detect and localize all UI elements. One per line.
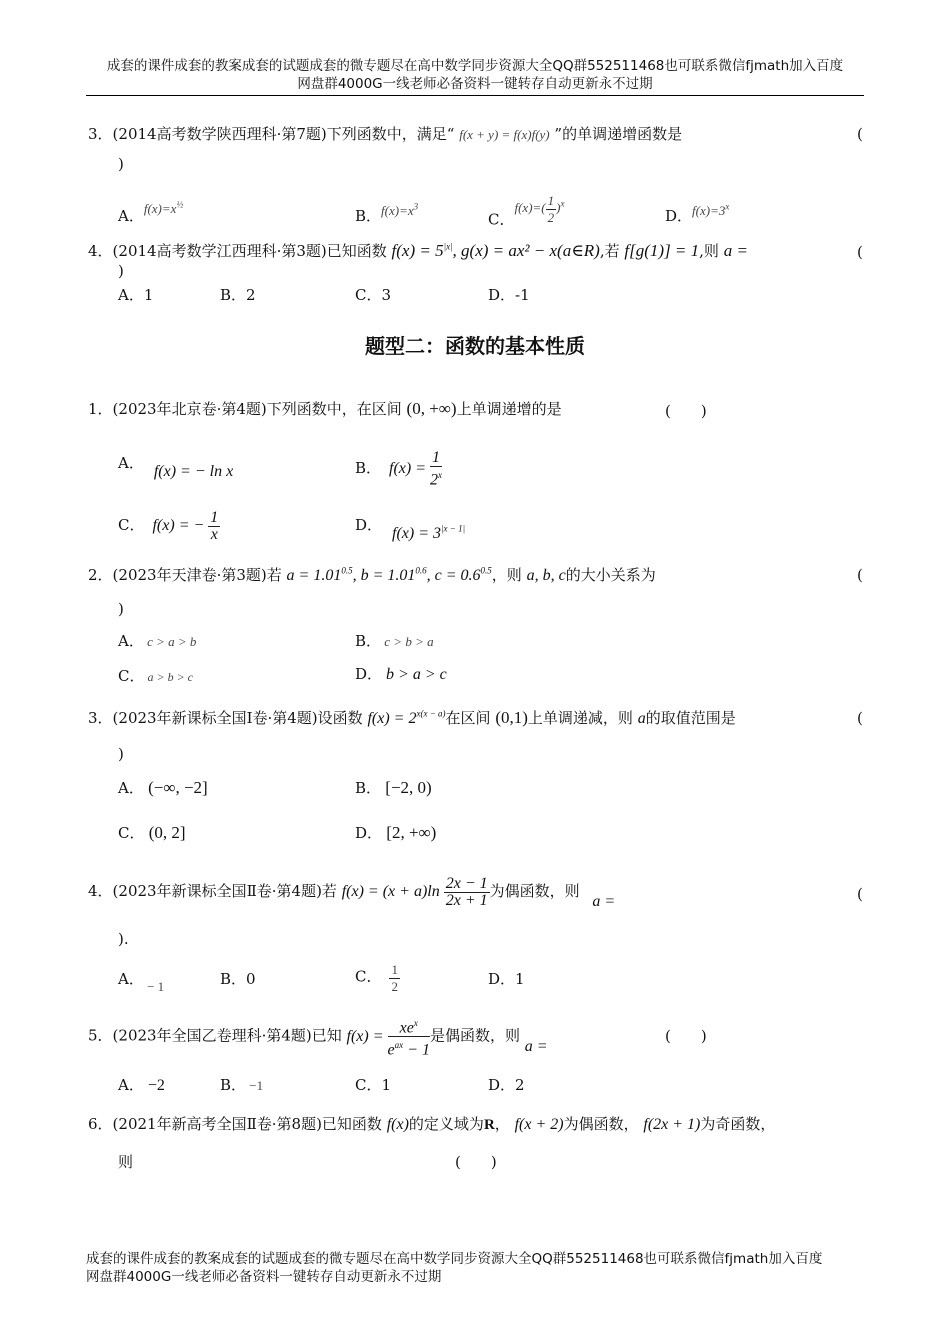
- answer-paren-open: (: [857, 125, 863, 143]
- option-p1-3-c[interactable]: C．f(x)=( $\frac{1}{2}$ )$^x$: [488, 193, 565, 229]
- answer-paren: ( ): [665, 402, 707, 420]
- option-p2-1-c[interactable]: C． f(x) = − $\frac{1}{x}$: [118, 509, 219, 543]
- option-p2-2-d[interactable]: D． b > a > c: [355, 665, 447, 683]
- option-p2-5-b[interactable]: B． −1: [220, 1076, 264, 1094]
- option-p1-4-c[interactable]: C．3: [355, 286, 392, 304]
- question-p2-3: 3．(2023年新课标全国Ⅰ卷·第4题)设函数 $f(x) = 2^{x(x - a)}$在区间 (0,1)上单调递减，则 a的取值范围是: [88, 708, 736, 727]
- answer-paren-close: ): [118, 745, 124, 763]
- option-p2-4-c[interactable]: C． $\frac{1}{2}$: [355, 962, 398, 994]
- option-p1-3-b[interactable]: B．$f(x)=x^3$: [355, 201, 419, 225]
- question-p2-5: 5．(2023年全国乙卷理科·第4题)已知 f(x) = $\frac{xe^x}{e^{ax} - 1}$ 是偶函数，则 a =: [88, 1015, 548, 1059]
- question-p2-1: 1．(2023年北京卷·第4题)下列函数中，在区间 (0, +∞)上单调递增的是: [88, 399, 562, 418]
- question-p1-3: 3．(2014高考数学陕西理科·第7题)下列函数中，满足“ f(x + y) = f(x)f(y) ”的单调递增函数是: [88, 125, 683, 143]
- option-p2-2-c[interactable]: C． a > b > c: [118, 667, 194, 685]
- option-p1-4-a[interactable]: A．1: [118, 286, 154, 304]
- option-p2-3-c[interactable]: C． (0, 2]: [118, 823, 186, 842]
- option-p2-4-b[interactable]: B．0: [220, 970, 256, 988]
- condition-formula: f(x + y) = f(x)f(y): [459, 127, 550, 142]
- option-p2-5-c[interactable]: C．1: [355, 1076, 392, 1094]
- option-p1-4-d[interactable]: D．-1: [488, 286, 530, 304]
- question-p2-4: 4．(2023年新课标全国Ⅱ卷·第4题)若 f(x) = (x + a)ln $\frac{2x - 1}{2x + 1}$ 为偶函数，则 a =: [88, 875, 616, 911]
- question-p2-6-then: 则: [118, 1153, 134, 1171]
- answer-paren-close: ).: [118, 930, 129, 948]
- question-p2-2: 2．(2023年天津卷·第3题)若 $a = 1.01^{0.5}$, $b = 1.01^{0.6}$, $c = 0.6^{0.5}$，则 a, b, c的大小关系为: [88, 565, 656, 584]
- option-p2-3-b[interactable]: B． [−2, 0): [355, 778, 432, 797]
- answer-paren-close: ): [118, 600, 124, 618]
- header-line-2: 网盘群4000G一线老师必备资料一键转存自动更新永不过期: [297, 76, 653, 92]
- option-p2-2-b[interactable]: B． c > b > a: [355, 632, 434, 650]
- option-p2-2-a[interactable]: A． c > a > b: [118, 632, 197, 650]
- option-p2-4-d[interactable]: D．1: [488, 970, 525, 988]
- answer-paren-open: (: [857, 566, 863, 584]
- option-p2-1-b[interactable]: B． f(x) = $\frac{1}{2^x}$: [355, 449, 443, 489]
- answer-paren-open: (: [857, 709, 863, 727]
- option-p2-5-d[interactable]: D．2: [488, 1076, 525, 1094]
- option-p1-3-a[interactable]: A．$f(x)=x^{\frac{1}{2}}$: [118, 199, 184, 225]
- option-p2-4-a[interactable]: A． − 1: [118, 970, 165, 994]
- footer-line-2: 网盘群4000G一线老师必备资料一键转存自动更新永不过期: [86, 1269, 442, 1285]
- header-divider: [86, 95, 864, 96]
- option-p2-1-a[interactable]: A． f(x) = − ln x: [118, 454, 234, 480]
- page-header: [80, 57, 870, 93]
- question-p1-4: 4．(2014高考数学江西理科·第3题)已知函数 $f(x) = 5^{|x|}$, g(x) = ax² − x(a∈R),若 f[g(1)] = 1,则 a =: [88, 241, 748, 260]
- answer-paren-open: (: [857, 885, 863, 903]
- answer-paren: ( ): [455, 1153, 497, 1171]
- option-p2-1-d[interactable]: D． $f(x) = 3^{|x - 1|}$: [355, 516, 466, 542]
- option-p1-4-b[interactable]: B．2: [220, 286, 256, 304]
- footer-line-1: 成套的课件成套的教案成套的试题成套的微专题尽在高中数学同步资源大全QQ群552511468也可联系微信fjmath加入百度: [86, 1251, 823, 1267]
- option-p1-3-d[interactable]: D．$f(x)=3^x$: [665, 201, 730, 225]
- option-p2-3-d[interactable]: D． [2, +∞): [355, 823, 437, 842]
- answer-paren: ( ): [665, 1027, 707, 1045]
- question-p2-6: 6．(2021年新高考全国Ⅱ卷·第8题)已知函数 f(x)的定义域为R， f(x + 2)为偶函数， f(2x + 1)为奇函数，: [88, 1115, 776, 1133]
- page-footer: [86, 1250, 876, 1286]
- header-line-1: 成套的课件成套的教案成套的试题成套的微专题尽在高中数学同步资源大全QQ群552511468也可联系微信fjmath加入百度: [106, 58, 844, 74]
- option-p2-3-a[interactable]: A． (−∞, −2]: [118, 778, 208, 797]
- answer-paren-close: ): [118, 262, 124, 280]
- answer-paren-open: (: [857, 243, 863, 261]
- section-title: 题型二：函数的基本性质: [365, 334, 585, 358]
- answer-paren-close: ): [118, 155, 124, 173]
- option-p2-5-a[interactable]: A． −2: [118, 1076, 165, 1094]
